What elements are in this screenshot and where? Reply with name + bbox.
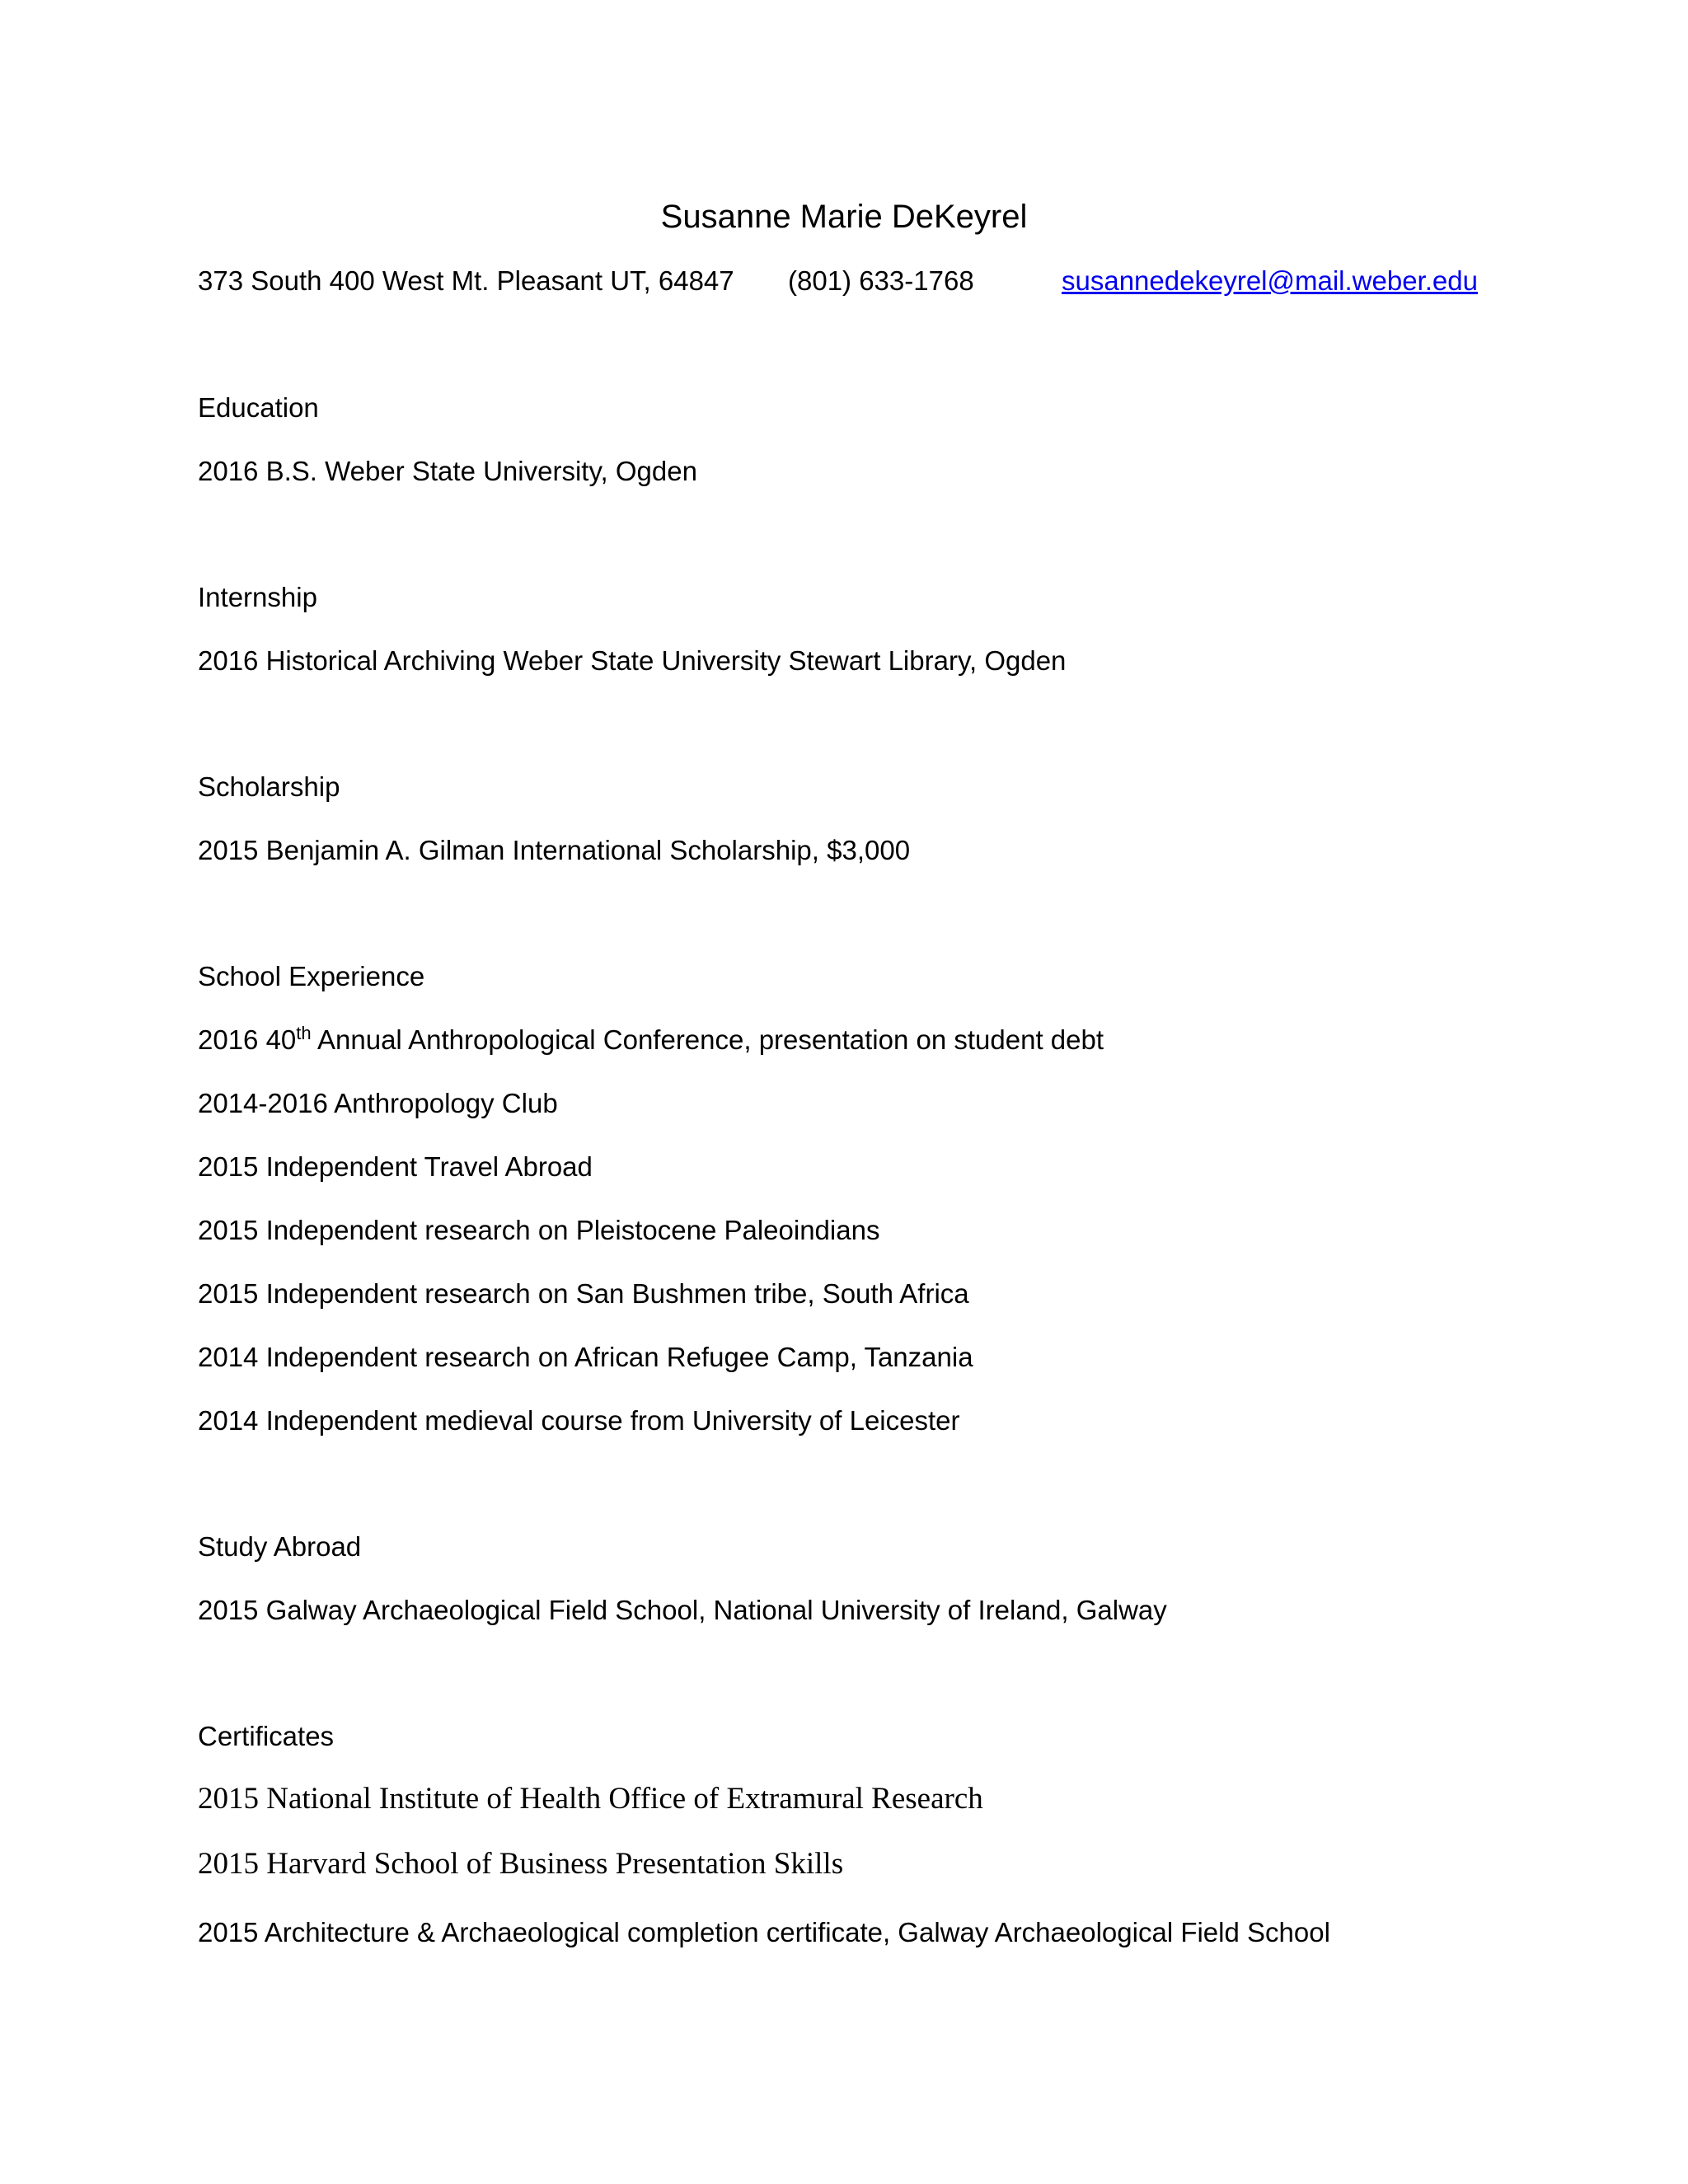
- school-experience-entry-prefix: 2016 40: [198, 1024, 297, 1055]
- contact-phone: (801) 633-1768: [788, 265, 974, 296]
- school-experience-entry: 2014 Independent research on African Refugee Camp, Tanzania: [198, 1342, 973, 1372]
- school-experience-entry: 2015 Independent Travel Abroad: [198, 1151, 593, 1182]
- study-abroad-entry: 2015 Galway Archaeological Field School, National University of Ireland, Galway: [198, 1595, 1167, 1625]
- school-experience-entry: 2014 Independent medieval course from University of Leicester: [198, 1405, 960, 1436]
- contact-email-link[interactable]: susannedekeyrel@mail.weber.edu: [1062, 265, 1478, 296]
- school-experience-entry-suffix: Annual Anthropological Conference, presentation on student debt: [311, 1024, 1104, 1055]
- scholarship-entry: 2015 Benjamin A. Gilman International Scholarship, $3,000: [198, 835, 911, 865]
- school-experience-entry: 2015 Independent research on San Bushmen tribe, South Africa: [198, 1278, 969, 1309]
- scholarship-heading: Scholarship: [198, 771, 340, 802]
- contact-address: 373 South 400 West Mt. Pleasant UT, 64847: [198, 265, 734, 296]
- internship-heading: Internship: [198, 582, 317, 612]
- school-experience-entry: 2015 Independent research on Pleistocene Paleoindians: [198, 1215, 880, 1245]
- education-entry: 2016 B.S. Weber State University, Ogden: [198, 456, 697, 486]
- resume-name: Susanne Marie DeKeyrel: [660, 199, 1028, 235]
- study-abroad-heading: Study Abroad: [198, 1531, 362, 1562]
- school-experience-entry: [198, 1021, 1104, 1059]
- education-heading: Education: [198, 392, 319, 423]
- certificate-entry: 2015 Harvard School of Business Presentation Skills: [198, 1847, 844, 1881]
- ordinal-superscript: th: [296, 1023, 312, 1043]
- school-experience-heading: School Experience: [198, 961, 425, 991]
- school-experience-entry: 2014-2016 Anthropology Club: [198, 1088, 558, 1118]
- certificate-entry: 2015 National Institute of Health Office of Extramural Research: [198, 1782, 983, 1816]
- internship-entry: 2016 Historical Archiving Weber State University Stewart Library, Ogden: [198, 645, 1067, 676]
- certificate-entry: 2015 Architecture & Archaeological completion certificate, Galway Archaeological Field School: [198, 1917, 1330, 1947]
- certificates-heading: Certificates: [198, 1721, 335, 1751]
